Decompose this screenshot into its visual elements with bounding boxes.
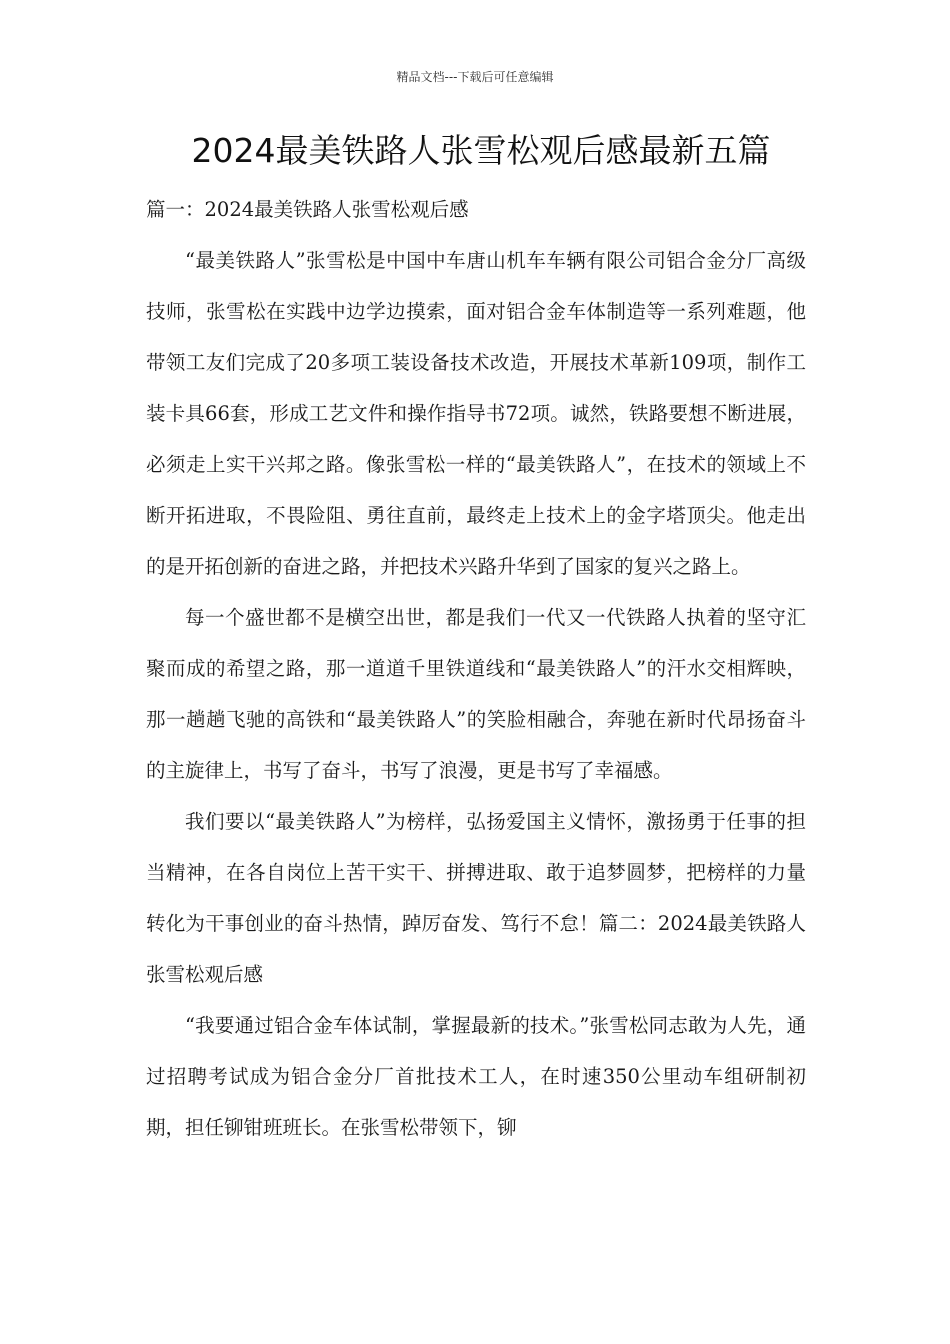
header-note: 精品文档---下载后可任意编辑 (396, 70, 554, 84)
document-title: 2024最美铁路人张雪松观后感最新五篇 (191, 131, 771, 170)
paragraph-4: “我要通过铝合金车体试制，掌握最新的技术。”张雪松同志敢为人先，通过招聘考试成为铝合金分厂首批技术工人，在时速350公里动车组研制初期，担任铆钳班班长。在张雪松带领下，铆 (146, 1014, 806, 1139)
section-heading-1: 篇一：2024最美铁路人张雪松观后感 (146, 198, 469, 221)
paragraph-2: 每一个盛世都不是横空出世，都是我们一代又一代铁路人执着的坚守汇聚而成的希望之路，那一道道千里铁道线和“最美铁路人”的汗水交相辉映，那一趟趟飞驰的高铁和“最美铁路人”的笑脸相融合，奔驰在新时代昂扬奋斗的主旋律上，书写了奋斗，书写了浪漫，更是书写了幸福感。 (146, 606, 806, 782)
document-body (146, 184, 806, 1153)
paragraph-1: “最美铁路人”张雪松是中国中车唐山机车车辆有限公司铝合金分厂高级技师，张雪松在实践中边学边摸索，面对铝合金车体制造等一系列难题，他带领工友们完成了20多项工装设备技术改造，开展技术革新109项，制作工装卡具66套，形成工艺文件和操作指导书72项。诚然，铁路要想不断进展，必须走上实干兴邦之路。像张雪松一样的“最美铁路人”，在技术的领域上不断开拓进取，不畏险阻、勇往直前，最终走上技术上的金字塔顶尖。他走出的是开拓创新的奋进之路，并把技术兴路升华到了国家的复兴之路上。 (146, 249, 806, 578)
paragraph-3: 我们要以“最美铁路人”为榜样，弘扬爱国主义情怀，激扬勇于任事的担当精神，在各自岗位上苦干实干、拼搏进取、敢于追梦圆梦，把榜样的力量转化为干事创业的奋斗热情，踔厉奋发、笃行不怠！篇二：2024最美铁路人张雪松观后感 (146, 810, 806, 986)
